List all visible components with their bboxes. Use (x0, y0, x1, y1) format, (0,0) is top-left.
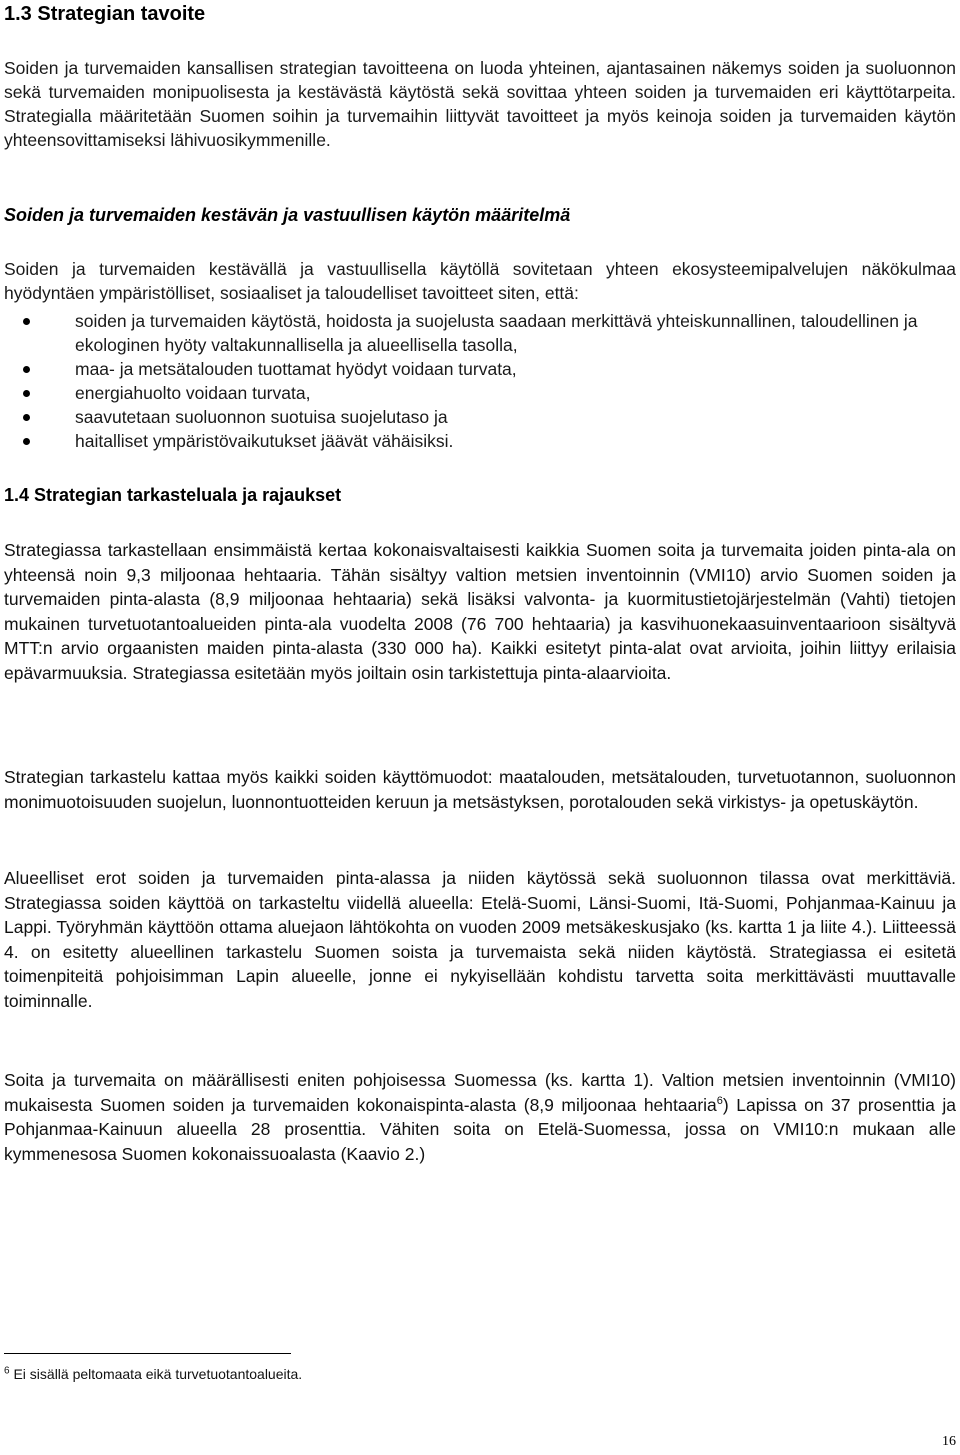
list-item (0, 381, 956, 405)
list-item-text: maa- ja metsätalouden tuottamat hyödyt voidaan turvata, (75, 359, 517, 379)
definition-bullet-list (0, 309, 956, 453)
paragraph-text: ) Lapissa on 37 prosenttia ja Pohjanmaa-Kainuun alueella 28 prosenttia. Vähiten soita on Etelä-Suomessa, jossa on VMI10:n mukaan alle kymmenesosa Suomen kokonaissuoalasta (Kaavio 2.) (4, 1094, 956, 1164)
footnote-reference[interactable]: 6 (716, 1094, 723, 1107)
list-item (0, 357, 956, 381)
scope-paragraph-4 (4, 1068, 956, 1166)
bullet-icon (23, 366, 30, 373)
intro-paragraph: Soiden ja turvemaiden kansallisen strategian tavoitteena on luoda yhteinen, ajantasainen näkemys soiden ja suoluonnon sekä turvemaiden monipuolisesta ja kestävästä käytöstä sekä sovittaa yhteen soiden ja turvemaiden eri käyttötarpeita. Strategialla määritetään Suomen soihin ja turvemaihin liittyvät tavoitteet ja myös keinoja soiden ja turvemaiden käytön yhteensovittamiseksi lähivuosikymmenille. (4, 58, 956, 150)
footnote (4, 1365, 302, 1383)
scope-paragraph-2: Strategian tarkastelu kattaa myös kaikki soiden käyttömuodot: maatalouden, metsätalouden, turvetuotannon, suoluonnon monimuotoisuuden suojelun, luonnontuotteiden keruun ja metsästyksen, porotalouden sekä virkistys- ja opetuskäytön. (4, 767, 956, 812)
list-item-text: saavutetaan suoluonnon suotuisa suojelutaso ja (75, 407, 448, 427)
footnote-divider (4, 1353, 291, 1354)
bullet-icon (23, 438, 30, 445)
list-item (0, 429, 956, 453)
list-item-text: energiahuolto voidaan turvata, (75, 383, 311, 403)
scope-paragraph-1: Strategiassa tarkastellaan ensimmäistä kertaa kokonaisvaltaisesti kaikkia Suomen soita ja turvemaita joiden pinta-ala on yhteensä noin 9,3 miljoonaa hehtaaria. Tähän sisältyy valtion metsien inventoinnin (VMI10) arvio Suomen soiden ja turvemaiden pinta-alasta (8,9 miljoonaa hehtaaria) sekä lisäksi valvonta- ja kuormitustietojärjestelmän (Vahti) tietojen mukainen turvetuotantoalueiden pinta-ala vuodelta 2008 (76 700 hehtaaria) ja kasvihuonekaasuinventaarioon sisältyvä MTT:n arvio orgaanisten maiden pinta-alasta (330 000 ha). Kaikki esitetyt pinta-alat ovat arvioita, joihin liittyy erilaisia epävarmuuksia. Strategiassa esitetään myös joiltain osin tarkistettuja pinta-alaarvioita. (4, 540, 956, 683)
list-item-text: haitalliset ympäristövaikutukset jäävät vähäisiksi. (75, 431, 454, 451)
page-number: 16 (942, 1434, 956, 1449)
list-item (0, 309, 956, 357)
definition-heading: Soiden ja turvemaiden kestävän ja vastuullisen käytön määritelmä (4, 205, 571, 225)
bullet-icon (23, 390, 30, 397)
list-item (0, 405, 956, 429)
definition-paragraph: Soiden ja turvemaiden kestävällä ja vastuullisella käytöllä sovitetaan yhteen ekosysteemipalvelujen näkökulmaa hyödyntäen ympäristölliset, sosiaaliset ja taloudelliset tavoitteet siten, että: (4, 259, 956, 303)
paragraph-text: Soita ja turvemaita on määrällisesti eniten pohjoisessa Suomessa (ks. kartta 1). Valtion metsien inventoinnin (VMI10) mukaisesta Suomen soiden ja turvemaiden kokonaispinta-alasta (8,9 miljoonaa hehtaaria (4, 1070, 956, 1115)
bullet-icon (23, 414, 30, 421)
footnote-text: Ei sisällä peltomaata eikä turvetuotantoalueita. (13, 1366, 303, 1382)
bullet-icon (23, 318, 30, 325)
list-item-text: soiden ja turvemaiden käytöstä, hoidosta ja suojelusta saadaan merkittävä yhteiskunnallinen, taloudellinen ja ekologinen hyöty valtakunnallisella ja alueellisella tasolla, (75, 311, 918, 355)
section-heading-1-3: 1.3 Strategian tavoite (4, 3, 206, 25)
footnote-number: 6 (4, 1365, 10, 1377)
section-heading-1-4: 1.4 Strategian tarkasteluala ja rajaukset (4, 485, 342, 505)
scope-paragraph-3: Alueelliset erot soiden ja turvemaiden pinta-alassa ja niiden käytössä sekä suoluonnon tilassa ovat merkittäviä. Strategiassa soiden käyttöä on tarkasteltu viidellä alueella: Etelä-Suomi, Länsi-Suomi, Itä-Suomi, Pohjanmaa-Kainuu ja Lappi. Työryhmän käyttöön ottama aluejaon lähtökohta on vuoden 2009 metsäkeskusjako (ks. kartta 1 ja liite 4.). Liitteessä 4. on esitetty alueellinen tarkastelu Suomen soista ja turvemaista sekä niiden käytöstä. Strategiassa ei esitetä toimenpiteitä pohjoisimman Lapin alueelle, jonne ei nykyisellään kohdistu tarvetta soita merkittävästi muuttavalle toiminnalle. (4, 868, 956, 1011)
